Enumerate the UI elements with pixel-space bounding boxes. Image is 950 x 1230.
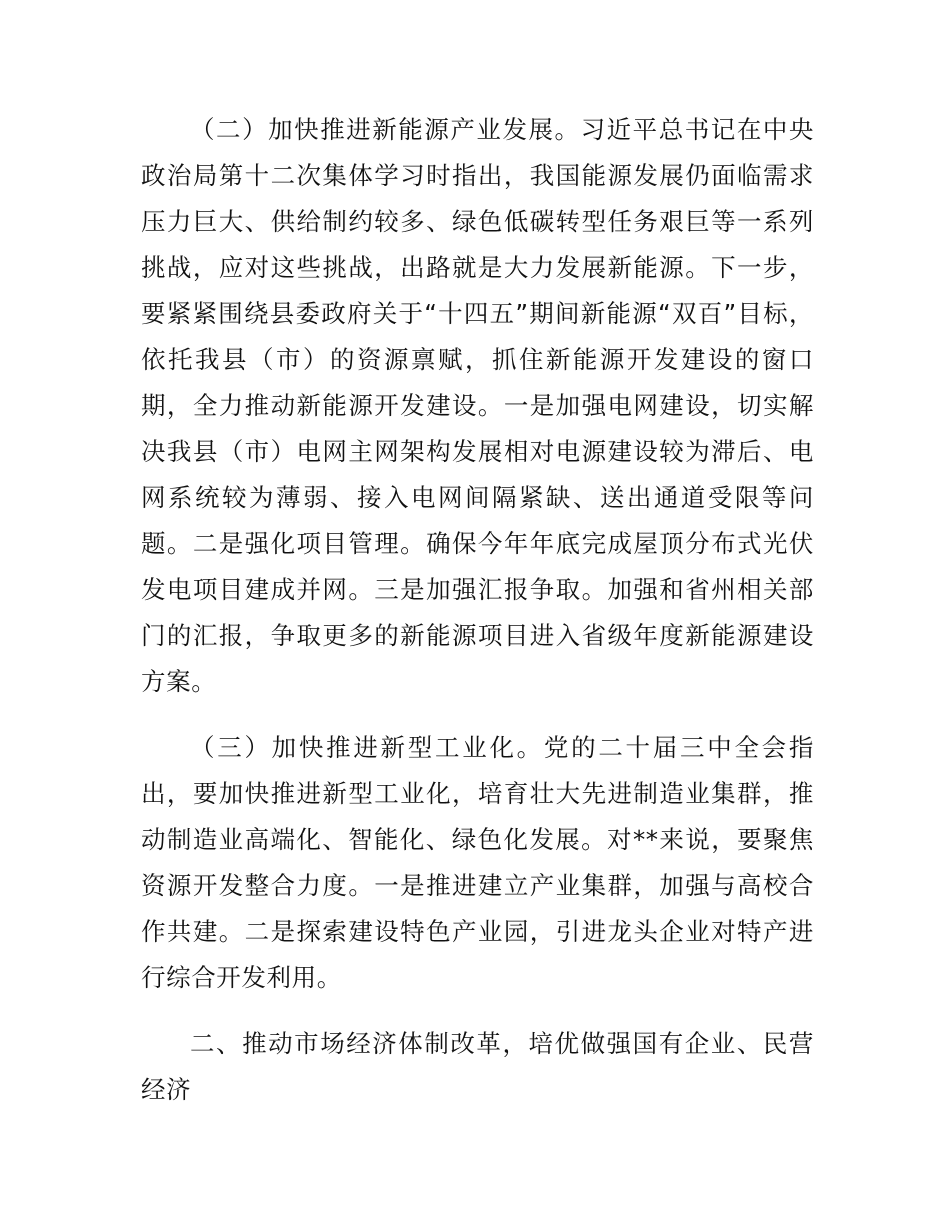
paragraph-new-industrialization: （三）加快推进新型工业化。党的二十届三中全会指出，要加快推进新型工业化，培育壮大先进制造业集群，推动制造业高端化、智能化、绿色化发展。对**来说，要聚焦资源开发整合力度。一是推进建立产业集群，加强与高校合作共建。二是探索建设特色产业园，引进龙头企业对特产进行综合开发利用。 [141, 733, 814, 992]
section-heading-market-reform: 二、推动市场经济体制改革，培优做强国有企业、民营经济 [141, 1029, 814, 1104]
paragraph-new-energy: （二）加快推进新能源产业发展。习近平总书记在中央政治局第十二次集体学习时指出，我国能源发展仍面临需求压力巨大、供给制约较多、绿色低碳转型任务艰巨等一系列挑战，应对这些挑战，出路就是大力发展新能源。下一步，要紧紧围绕县委政府关于“十四五”期间新能源“双百”目标，依托我县（市）的资源禀赋，抓住新能源开发建设的窗口期，全力推动新能源开发建设。一是加强电网建设，切实解决我县（市）电网主网架构发展相对电源建设较为滞后、电网系统较为薄弱、接入电网间隔紧缺、送出通道受限等问题。二是强化项目管理。确保今年年底完成屋顶分布式光伏发电项目建成并网。三是加强汇报争取。加强和省州相关部门的汇报，争取更多的新能源项目进入省级年度新能源建设方案。 [141, 115, 814, 696]
document-body [141, 107, 814, 1133]
